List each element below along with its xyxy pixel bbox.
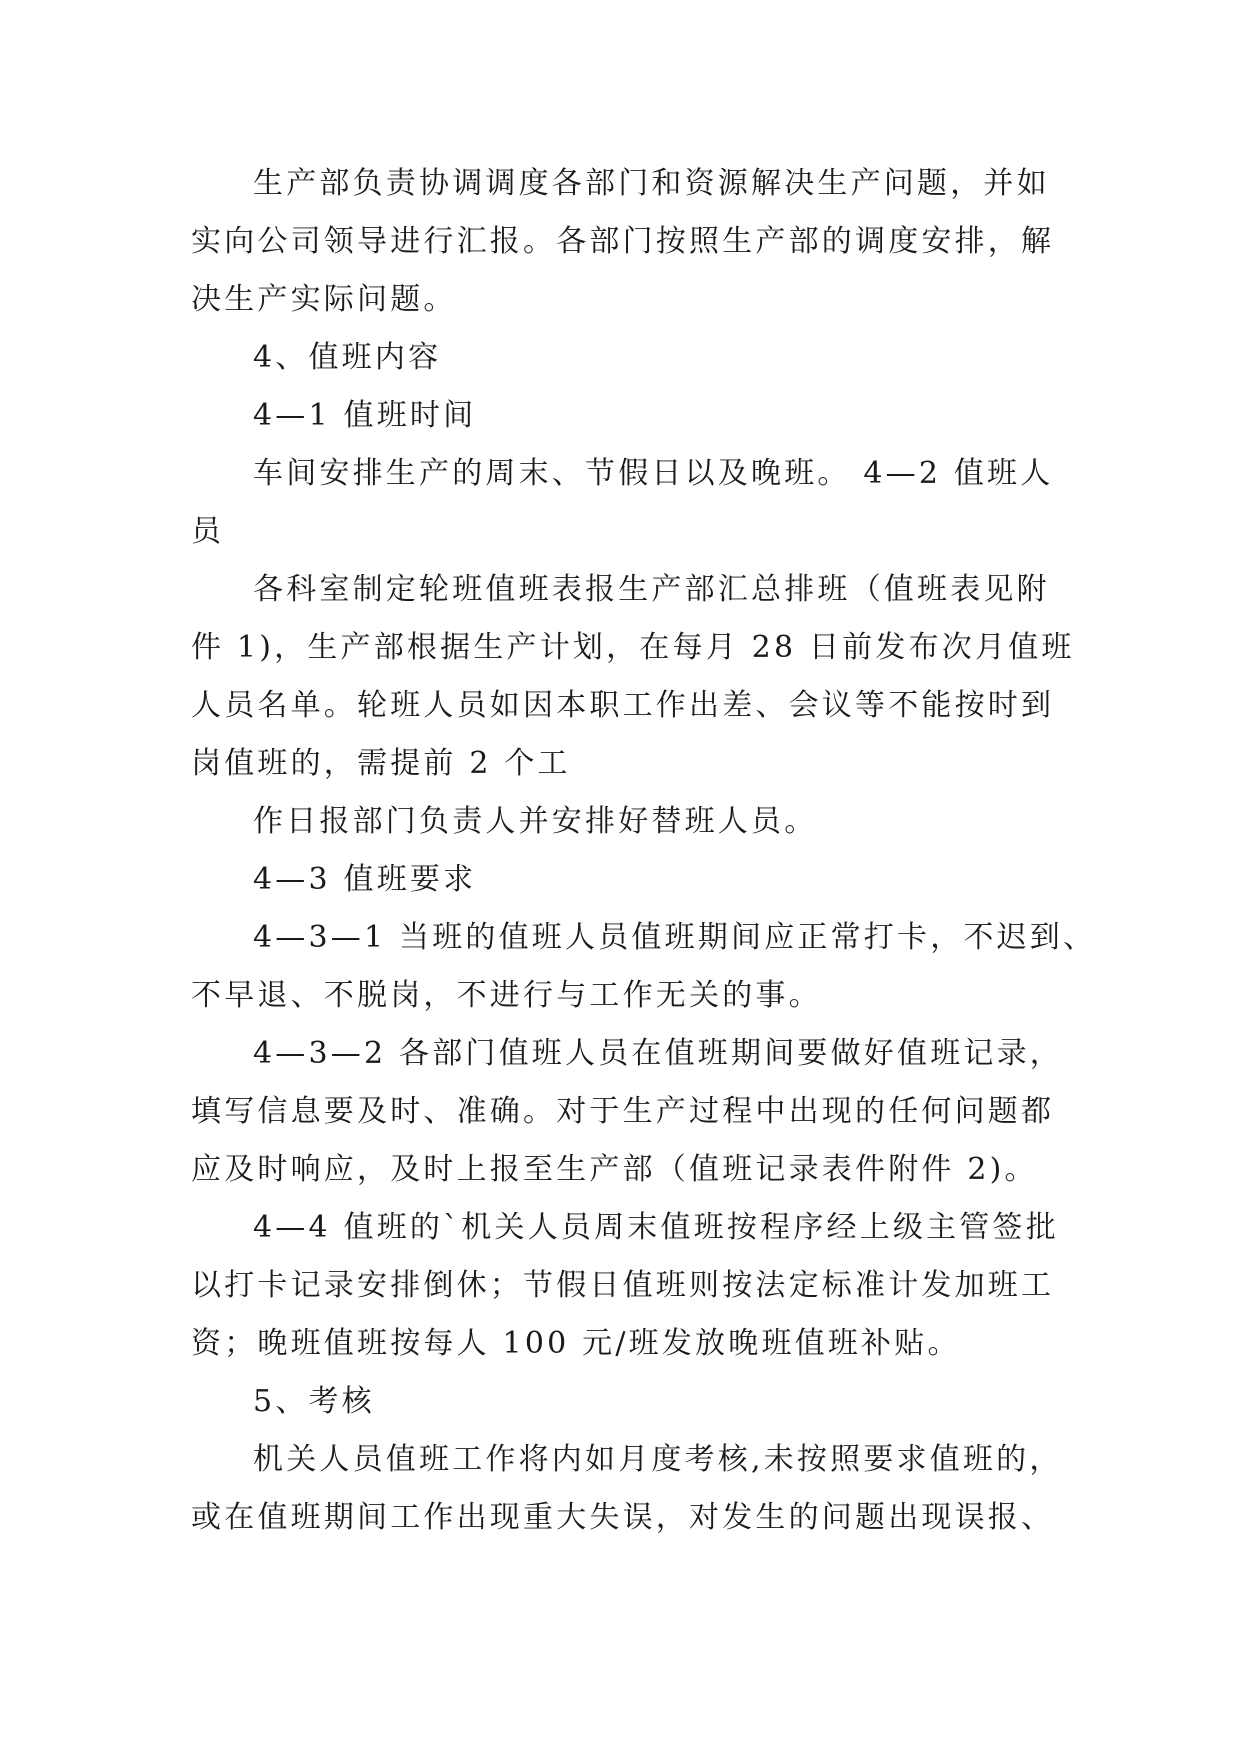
subsection-heading: 4—3 值班要求 (253, 862, 477, 897)
text-line: 决生产实际问题。 (191, 282, 457, 317)
text-line: 或在值班期间工作出现重大失误，对发生的问题出现误报、 (191, 1500, 1055, 1535)
text-line: 作日报部门负责人并安排好替班人员。 (253, 804, 818, 839)
text-line: 生产部负责协调调度各部门和资源解决生产问题，并如 (253, 166, 1050, 201)
text-line: 应及时响应，及时上报至生产部（值班记录表件附件 2)。 (191, 1152, 1038, 1187)
text-line: 填写信息要及时、准确。对于生产过程中出现的任何问题都 (191, 1094, 1055, 1129)
text-line: 实向公司领导进行汇报。各部门按照生产部的调度安排，解 (191, 224, 1055, 259)
text-line: 件 1)，生产部根据生产计划，在每月 28 日前发布次月值班 (191, 630, 1075, 665)
text-line: 4—4 值班的`机关人员周末值班按程序经上级主管签批 (253, 1210, 1059, 1245)
text-line: 资；晚班值班按每人 100 元/班发放晚班值班补贴。 (191, 1326, 961, 1361)
section-heading: 5、考核 (253, 1384, 375, 1419)
text-line: 人员名单。轮班人员如因本职工作出差、会议等不能按时到 (191, 688, 1055, 723)
text-line: 车间安排生产的周末、节假日以及晚班。 4—2 值班人 (253, 456, 1054, 491)
text-line: 各科室制定轮班值班表报生产部汇总排班（值班表见附 (253, 572, 1050, 607)
text-line: 4—3—1 当班的值班人员值班期间应正常打卡，不迟到、 (253, 920, 1097, 955)
text-line: 不早退、不脱岗，不进行与工作无关的事。 (191, 978, 822, 1013)
document-body (191, 155, 1097, 1547)
text-line: 机关人员值班工作将内如月度考核,未按照要求值班的， (253, 1442, 1063, 1477)
text-line: 4—3—2 各部门值班人员在值班期间要做好值班记录， (253, 1036, 1063, 1071)
section-heading: 4、值班内容 (253, 340, 442, 375)
subsection-heading: 4—1 值班时间 (253, 398, 477, 433)
text-line: 以打卡记录安排倒休；节假日值班则按法定标准计发加班工 (191, 1268, 1055, 1303)
text-line: 员 (191, 514, 225, 549)
text-line: 岗值班的，需提前 2 个工 (191, 746, 571, 781)
